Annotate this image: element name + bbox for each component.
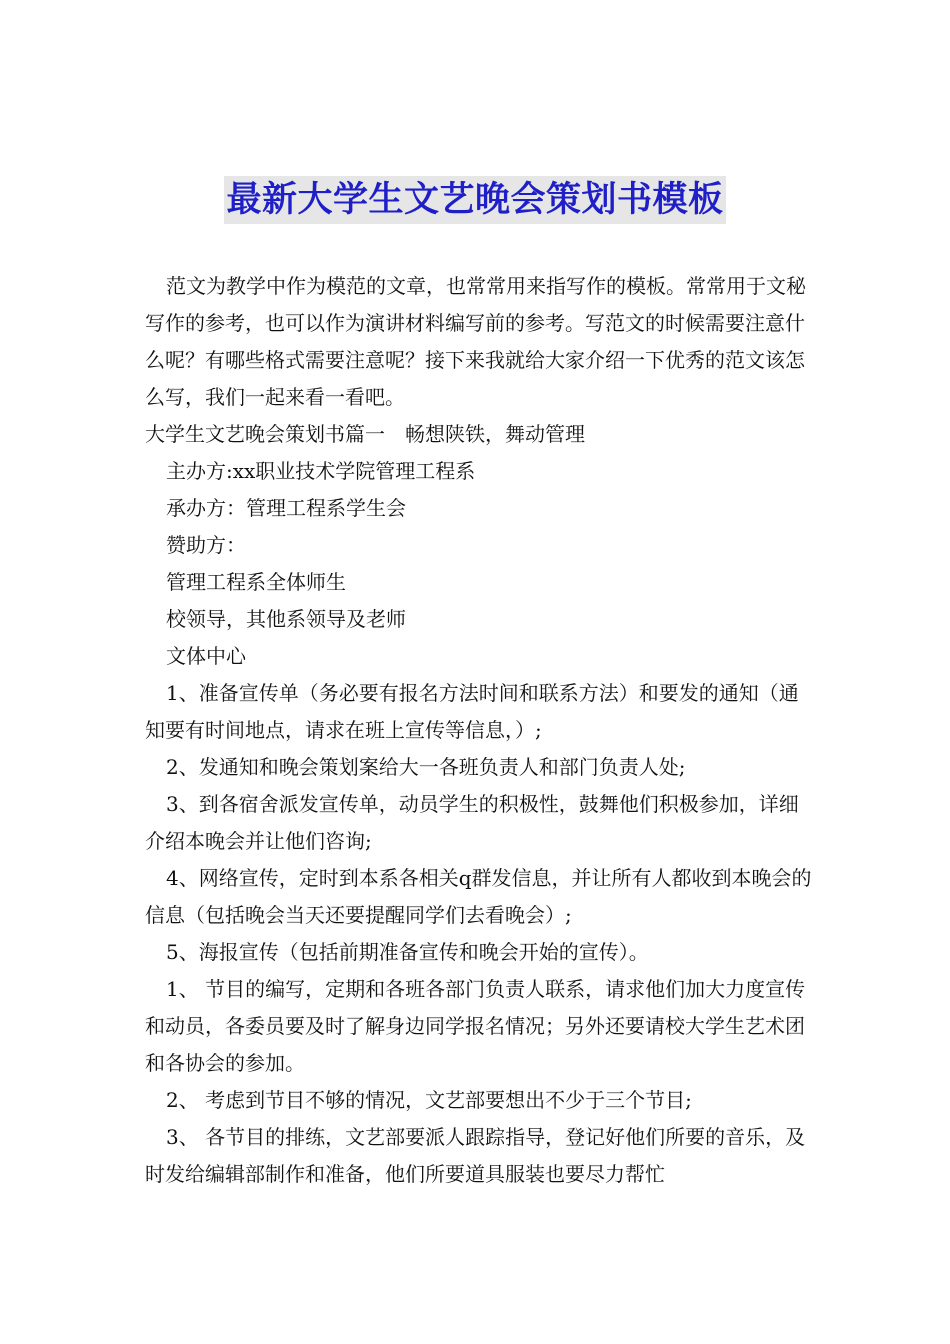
list-item: 4、网络宣传，定时到本系各相关q群发信息，并让所有人都收到本晚会的信息（包括晚会当天还要提醒同学们去看晚会）; [145, 866, 812, 927]
list-item: 3、到各宿舍派发宣传单，动员学生的积极性，鼓舞他们积极参加，详细介绍本晚会并让他们咨询; [145, 792, 799, 853]
participants-line: 管理工程系全体师生 [166, 570, 346, 594]
organizer-line: 主办方:xx职业技术学院管理工程系 [166, 459, 476, 483]
list-item: 2、发通知和晚会策划案给大一各班负责人和部门负责人处; [166, 755, 686, 779]
list-item: 2、 考虑到节目不够的情况，文艺部要想出不少于三个节目; [166, 1088, 692, 1112]
intro-paragraph: 范文为教学中作为模范的文章，也常常用来指写作的模板。常常用于文秘写作的参考，也可以作为演讲材料编写前的参考。写范文的时候需要注意什么呢？有哪些格式需要注意呢？接下来我就给大家介绍一下优秀的范文该怎么写，我们一起来看一看吧。 [145, 274, 806, 409]
venue-line: 文体中心 [166, 644, 246, 668]
list-item: 3、 各节目的排练，文艺部要派人跟踪指导，登记好他们所要的音乐，及时发给编辑部制作和准备，他们所要道具服装也要尽力帮忙 [145, 1125, 806, 1186]
document-body [145, 268, 815, 1193]
host-line: 承办方：管理工程系学生会 [166, 496, 406, 520]
list-item: 1、准备宣传单（务必要有报名方法时间和联系方法）和要发的通知（通知要有时间地点，请求在班上宣传等信息，）; [145, 681, 799, 742]
sponsor-line: 赞助方： [166, 533, 246, 557]
list-item: 1、 节目的编写，定期和各班各部门负责人联系，请求他们加大力度宣传和动员，各委员要及时了解身边同学报名情况；另外还要请校大学生艺术团和各协会的参加。 [145, 977, 806, 1075]
section-heading: 大学生文艺晚会策划书篇一 畅想陕铁，舞动管理 [145, 422, 585, 446]
title-container [0, 176, 950, 224]
guests-line: 校领导，其他系领导及老师 [166, 607, 406, 631]
document-title: 最新大学生文艺晚会策划书模板 [224, 176, 725, 224]
list-item: 5、海报宣传（包括前期准备宣传和晚会开始的宣传）。 [166, 940, 649, 964]
